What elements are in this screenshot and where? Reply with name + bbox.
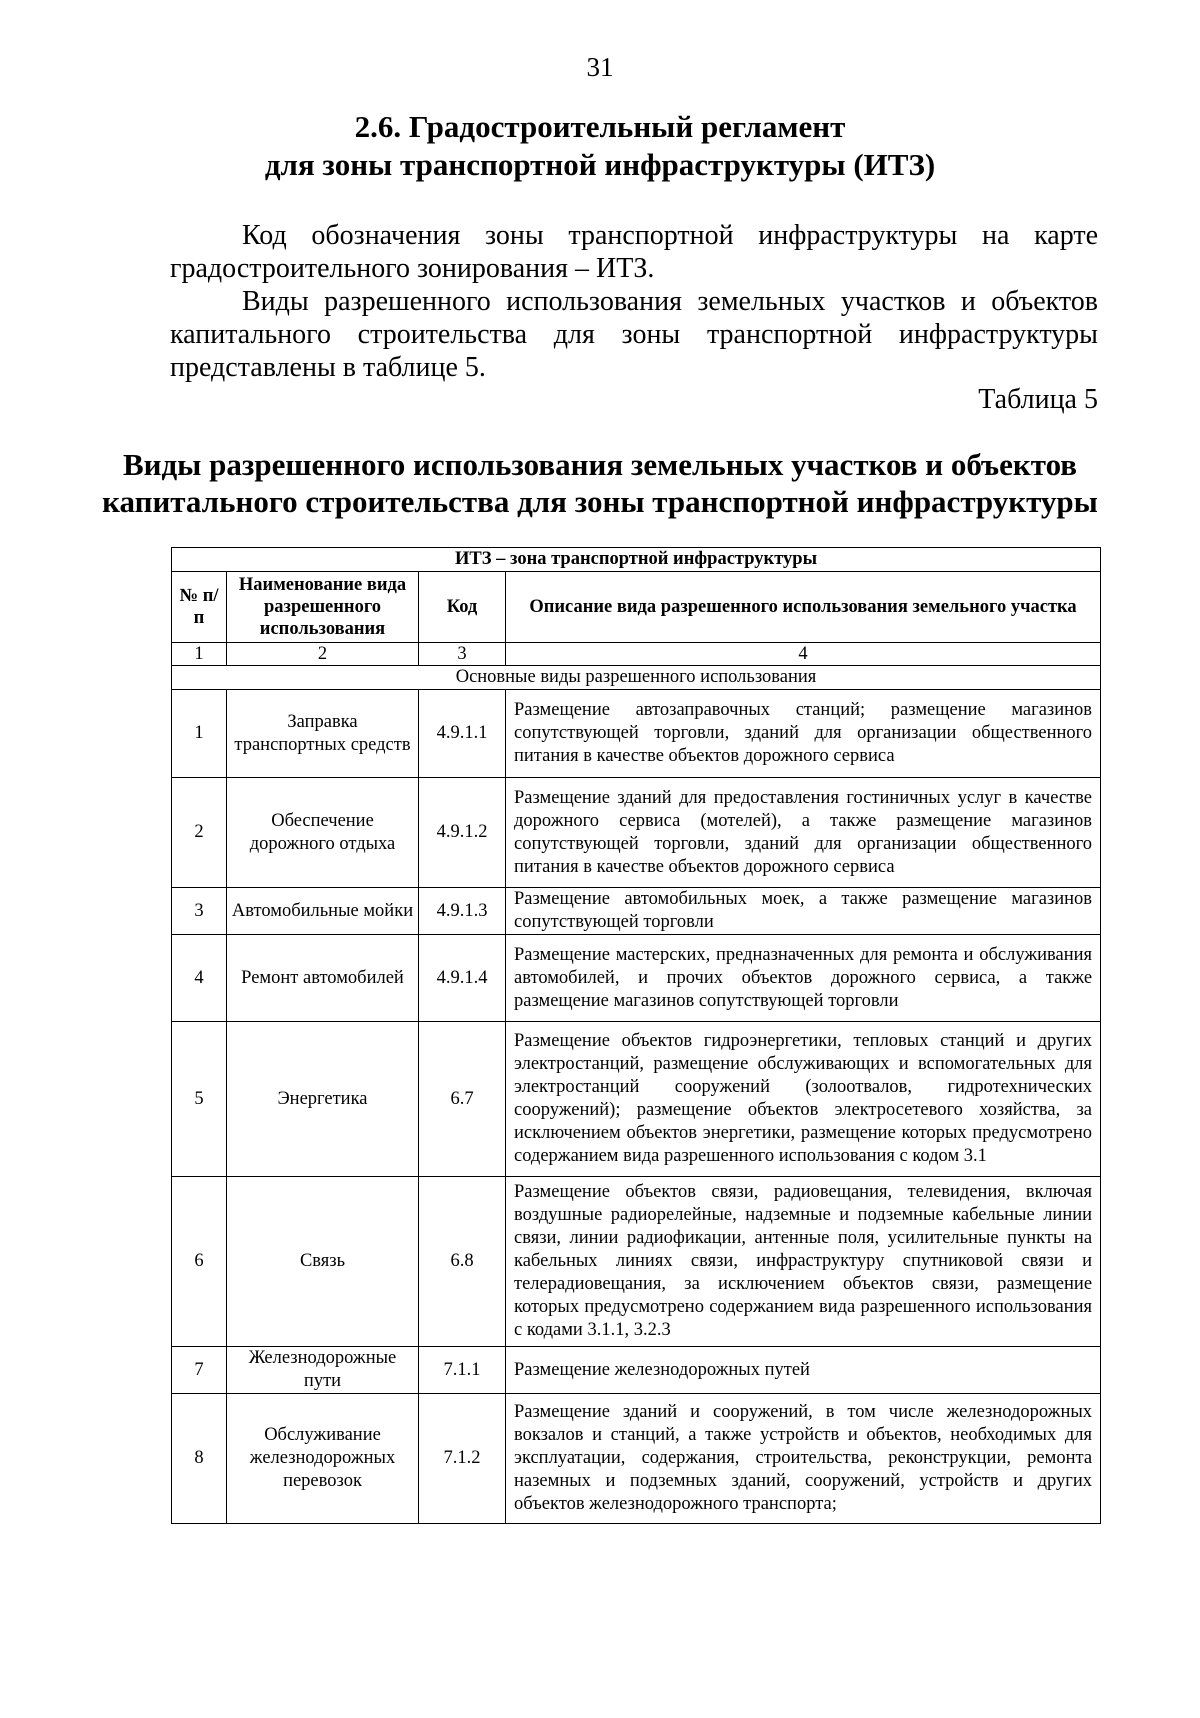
zone-header: ИТЗ – зона транспортной инфраструктуры — [172, 548, 1101, 572]
section-header: Основные виды разрешенного использования — [172, 666, 1101, 690]
table-row — [172, 1347, 1101, 1394]
column-number: 3 — [419, 643, 506, 666]
row-code: 4.9.1.4 — [419, 935, 506, 1022]
row-name: Энергетика — [227, 1022, 419, 1177]
row-description: Размещение автозаправочных станций; размещение магазинов сопутствующей торговли, зданий для организации общественного питания в качестве объектов дорожного сервиса — [506, 690, 1101, 778]
column-number: 2 — [227, 643, 419, 666]
column-header-description: Описание вида разрешенного использования земельного участка — [506, 572, 1101, 643]
table-row — [172, 1022, 1101, 1177]
row-description: Размещение автомобильных моек, а также размещение магазинов сопутствующей торговли — [506, 888, 1101, 935]
column-number: 1 — [172, 643, 227, 666]
row-name: Заправка транспортных средств — [227, 690, 419, 778]
zone-header-row — [172, 548, 1101, 572]
row-num: 3 — [172, 888, 227, 935]
row-num: 6 — [172, 1177, 227, 1347]
row-num: 7 — [172, 1347, 227, 1394]
table-row — [172, 778, 1101, 888]
row-name: Обслуживание железнодорожных перевозок — [227, 1394, 419, 1524]
table-title-line-2: капитального строительства для зоны транспортной инфраструктуры — [102, 484, 1098, 519]
section-heading-line-1: 2.6. Градостроительный регламент — [354, 109, 846, 144]
row-code: 4.9.1.1 — [419, 690, 506, 778]
table-label: Таблица 5 — [978, 384, 1098, 415]
row-description: Размещение объектов гидроэнергетики, тепловых станций и других электростанций, размещение обслуживающих и вспомогательных для электростанций сооружений (золоотвалов, гидротехнических сооружений); размещение объектов электросетевого хозяйства, за исключением объектов энергетики, размещение которых предусмотрено содержанием вида разрешенного использования с кодом 3.1 — [506, 1022, 1101, 1177]
row-name: Железнодорожные пути — [227, 1347, 419, 1394]
row-name: Обеспечение дорожного отдыха — [227, 778, 419, 888]
table-title-line-1: Виды разрешенного использования земельных участков и объектов — [122, 447, 1078, 482]
column-header-name: Наименование вида разрешенного использования — [227, 572, 419, 643]
row-code: 7.1.1 — [419, 1347, 506, 1394]
row-name: Ремонт автомобилей — [227, 935, 419, 1022]
table-row — [172, 690, 1101, 778]
row-description: Размещение зданий и сооружений, в том числе железнодорожных вокзалов и станций, а также устройств и объектов, необходимых для эксплуатации, содержания, строительства, реконструкции, ремонта наземных и подземных зданий, сооружений, устройств и других объектов железнодорожного транспорта; — [506, 1394, 1101, 1524]
row-description: Размещение зданий для предоставления гостиничных услуг в качестве дорожного сервиса (мотелей), а также размещение магазинов сопутствующей торговли, зданий для организации общественного питания в качестве объектов дорожного сервиса — [506, 778, 1101, 888]
row-num: 1 — [172, 690, 227, 778]
row-code: 4.9.1.3 — [419, 888, 506, 935]
row-code: 6.7 — [419, 1022, 506, 1177]
section-row — [172, 666, 1101, 690]
table-row — [172, 935, 1101, 1022]
column-header-num: № п/п — [172, 572, 227, 643]
page-number: 31 — [586, 52, 614, 82]
section-heading-line-2: для зоны транспортной инфраструктуры (ИТЗ) — [264, 147, 936, 182]
column-header-row — [172, 572, 1101, 643]
paragraph-zone-code — [170, 219, 1098, 285]
paragraph-permitted-uses-text: Виды разрешенного использования земельных участков и объектов капитального строительства для зоны транспортной инфраструктуры представлены в таблице 5. — [170, 286, 1098, 383]
row-description: Размещение объектов связи, радиовещания, телевидения, включая воздушные радиорелейные, надземные и подземные кабельные линии связи, линии радиофикации, антенные поля, усилительные пункты на кабельных линиях связи, инфраструктуру спутниковой связи и телерадиовещания, за исключением объектов связи, размещение которых предусмотрено содержанием вида разрешенного использования с кодами 3.1.1, 3.2.3 — [506, 1177, 1101, 1347]
table-row — [172, 1177, 1101, 1347]
paragraph-zone-code-text: Код обозначения зоны транспортной инфраструктуры на карте градостроительного зонирования – ИТЗ. — [170, 220, 1098, 284]
row-num: 5 — [172, 1022, 227, 1177]
row-name: Связь — [227, 1177, 419, 1347]
table-title — [0, 446, 1200, 520]
column-number-row — [172, 643, 1101, 666]
row-num: 2 — [172, 778, 227, 888]
column-header-code: Код — [419, 572, 506, 643]
table-row — [172, 1394, 1101, 1524]
row-description: Размещение мастерских, предназначенных для ремонта и обслуживания автомобилей, и прочих объектов дорожного сервиса, а также размещение магазинов сопутствующей торговли — [506, 935, 1101, 1022]
row-num: 4 — [172, 935, 227, 1022]
row-name: Автомобильные мойки — [227, 888, 419, 935]
table-row — [172, 888, 1101, 935]
row-code: 4.9.1.2 — [419, 778, 506, 888]
permitted-uses-table — [171, 547, 1101, 1524]
column-number: 4 — [506, 643, 1101, 666]
row-code: 6.8 — [419, 1177, 506, 1347]
section-heading — [0, 108, 1200, 184]
row-code: 7.1.2 — [419, 1394, 506, 1524]
row-description: Размещение железнодорожных путей — [506, 1347, 1101, 1394]
row-num: 8 — [172, 1394, 227, 1524]
paragraph-permitted-uses — [170, 285, 1098, 384]
